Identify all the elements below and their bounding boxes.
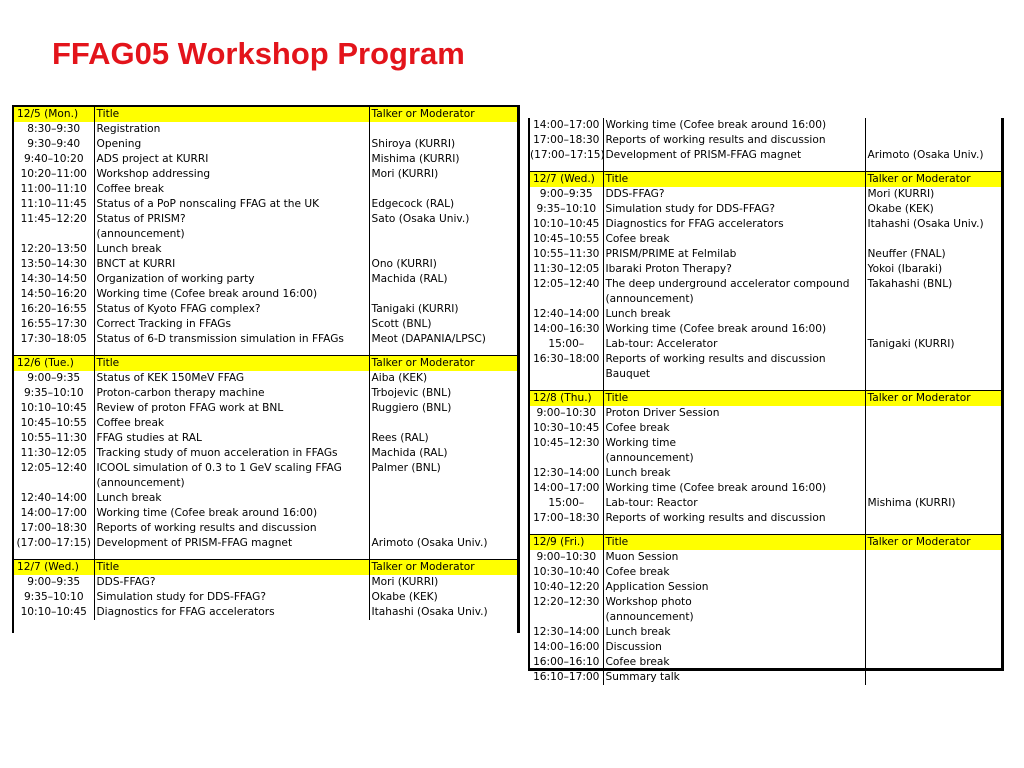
time-cell: 16:55–17:30	[20, 318, 87, 330]
time-cell: 10:20–11:00	[20, 168, 87, 180]
time-cell: 9:35–10:10	[536, 203, 597, 215]
spacer-cell	[94, 551, 369, 560]
time-cell: 10:30–10:40	[533, 566, 600, 578]
title-cell: Coffee break	[94, 182, 369, 197]
time-cell: 11:30–12:05	[533, 263, 600, 275]
header-title-cell: Title	[603, 172, 865, 188]
title-cell: Working time (Cofee break around 16:00)	[94, 506, 369, 521]
schedule-row	[530, 148, 1001, 163]
time-cell: 10:45–10:55	[533, 233, 600, 245]
title-cell: Status of PRISM?	[94, 212, 369, 227]
title-cell: Working time (Cofee break around 16:00)	[603, 118, 865, 133]
title-cell: Reports of working results and discussion	[603, 133, 865, 148]
talker-cell: Machida (RAL)	[369, 446, 517, 461]
talker-cell	[865, 466, 1001, 481]
spacer-cell	[14, 347, 94, 356]
time-cell: 11:00–11:10	[20, 183, 87, 195]
time-cell: 14:00–17:00	[533, 119, 600, 131]
title-cell: Lab-tour: Accelerator	[603, 337, 865, 352]
spacer-cell	[603, 526, 865, 535]
title-cell: DDS-FFAG?	[94, 575, 369, 590]
schedule-row	[530, 367, 1001, 382]
title-cell: Lunch break	[603, 625, 865, 640]
header-time-cell: 12/7 (Wed.)	[14, 560, 94, 576]
time-cell: 11:45–12:20	[20, 213, 87, 225]
time-cell: 11:10–11:45	[20, 198, 87, 210]
talker-cell: Edgecock (RAL)	[369, 197, 517, 212]
title-cell: Application Session	[603, 580, 865, 595]
time-cell: 12:05–12:40	[533, 278, 600, 290]
title-cell: Cofee break	[603, 655, 865, 670]
title-cell: Cofee break	[603, 421, 865, 436]
header-title-cell: Title	[603, 535, 865, 551]
title-cell: Diagnostics for FFAG accelerators	[94, 605, 369, 620]
time-cell: 12:40–14:00	[20, 492, 87, 504]
header-title-cell: Title	[94, 107, 369, 122]
schedule-row	[14, 461, 517, 476]
talker-cell	[865, 550, 1001, 565]
header-title-cell: Title	[603, 391, 865, 407]
talker-cell	[865, 511, 1001, 526]
schedule-row	[14, 197, 517, 212]
time-cell: 10:10–10:45	[533, 218, 600, 230]
day-header-row	[530, 391, 1001, 407]
schedule-row	[14, 371, 517, 386]
talker-cell	[865, 232, 1001, 247]
time-cell: 14:00–16:30	[533, 323, 600, 335]
time-cell: 13:50–14:30	[20, 258, 87, 270]
schedule-row	[14, 401, 517, 416]
talker-cell	[369, 416, 517, 431]
schedule-row	[14, 287, 517, 302]
time-cell: 9:00–9:35	[27, 372, 81, 384]
talker-cell: Ono (KURRI)	[369, 257, 517, 272]
schedule-row	[14, 491, 517, 506]
schedule-row	[14, 317, 517, 332]
header-talker-cell: Talker or Moderator	[369, 356, 517, 372]
day-header-row	[14, 560, 517, 576]
schedule-row	[530, 496, 1001, 511]
schedule-row	[14, 167, 517, 182]
title-cell: Proton-carbon therapy machine	[94, 386, 369, 401]
day-header-row	[530, 172, 1001, 188]
talker-cell	[369, 476, 517, 491]
talker-cell	[369, 227, 517, 242]
title-cell: Working time	[603, 436, 865, 451]
time-cell: (17:00–17:15)	[530, 149, 605, 161]
spacer-cell	[369, 551, 517, 560]
schedule-row	[14, 257, 517, 272]
schedule-spacer	[530, 526, 1001, 535]
time-cell: 9:30–9:40	[27, 138, 81, 150]
time-cell: 9:00–9:35	[539, 188, 593, 200]
schedule-row	[530, 277, 1001, 292]
title-cell: Lab-tour: Reactor	[603, 496, 865, 511]
talker-cell: Rees (RAL)	[369, 431, 517, 446]
title-cell: Lunch break	[603, 307, 865, 322]
schedule-row	[14, 137, 517, 152]
time-cell: 12:20–12:30	[533, 596, 600, 608]
talker-cell	[369, 491, 517, 506]
title-cell: Working time (Cofee break around 16:00)	[94, 287, 369, 302]
schedule-row	[530, 202, 1001, 217]
schedule-row	[530, 352, 1001, 367]
title-cell: ADS project at KURRI	[94, 152, 369, 167]
schedule-row	[14, 332, 517, 347]
title-cell: Registration	[94, 122, 369, 137]
talker-cell: Neuffer (FNAL)	[865, 247, 1001, 262]
time-cell: 12:30–14:00	[533, 467, 600, 479]
title-cell: Discussion	[603, 640, 865, 655]
schedule-row	[530, 262, 1001, 277]
time-cell: 9:35–10:10	[23, 387, 84, 399]
title-cell: Bauquet	[603, 367, 865, 382]
time-cell: 10:30–10:45	[533, 422, 600, 434]
title-cell: Status of a PoP nonscaling FFAG at the UK	[94, 197, 369, 212]
spacer-cell	[603, 163, 865, 172]
time-cell: 14:00–17:00	[533, 482, 600, 494]
talker-cell: Mori (KURRI)	[369, 167, 517, 182]
schedule-row	[14, 272, 517, 287]
talker-cell	[369, 287, 517, 302]
schedule-row	[14, 575, 517, 590]
talker-cell	[369, 182, 517, 197]
talker-cell: Machida (RAL)	[369, 272, 517, 287]
header-talker-cell: Talker or Moderator	[865, 535, 1001, 551]
talker-cell	[865, 421, 1001, 436]
talker-cell	[865, 307, 1001, 322]
title-cell: Opening	[94, 137, 369, 152]
talker-cell: Itahashi (Osaka Univ.)	[865, 217, 1001, 232]
title-cell: The deep underground accelerator compound	[603, 277, 865, 292]
time-cell	[530, 292, 603, 307]
title-cell: Lunch break	[94, 491, 369, 506]
schedule-row	[14, 605, 517, 620]
schedule-row	[14, 536, 517, 551]
talker-cell	[865, 292, 1001, 307]
spacer-cell	[865, 526, 1001, 535]
schedule-row	[14, 446, 517, 461]
talker-cell	[865, 118, 1001, 133]
title-cell: Cofee break	[603, 565, 865, 580]
schedule-row	[14, 431, 517, 446]
title-cell: Muon Session	[603, 550, 865, 565]
schedule-row	[14, 182, 517, 197]
time-cell: 8:30–9:30	[27, 123, 81, 135]
time-cell: 12:30–14:00	[533, 626, 600, 638]
schedule-row	[530, 511, 1001, 526]
schedule-row	[530, 247, 1001, 262]
talker-cell	[865, 595, 1001, 610]
talker-cell: Shiroya (KURRI)	[369, 137, 517, 152]
talker-cell	[865, 367, 1001, 382]
header-time-cell: 12/9 (Fri.)	[530, 535, 603, 551]
title-cell: Simulation study for DDS-FFAG?	[603, 202, 865, 217]
title-cell: PRISM/PRIME at Felmilab	[603, 247, 865, 262]
time-cell: 10:45–12:30	[533, 437, 600, 449]
spacer-cell	[14, 551, 94, 560]
time-cell: 9:00–10:30	[536, 551, 597, 563]
schedule-row	[14, 227, 517, 242]
time-cell: 15:00–	[548, 497, 585, 509]
title-cell: (announcement)	[94, 227, 369, 242]
time-cell	[530, 451, 603, 466]
title-cell: Reports of working results and discussion	[603, 352, 865, 367]
spacer-cell	[530, 163, 603, 172]
talker-cell: Tanigaki (KURRI)	[369, 302, 517, 317]
time-cell: 14:00–16:00	[533, 641, 600, 653]
talker-cell: Palmer (BNL)	[369, 461, 517, 476]
time-cell: 9:40–10:20	[23, 153, 84, 165]
time-cell: 17:00–18:30	[533, 134, 600, 146]
schedule-row	[14, 386, 517, 401]
title-cell: Diagnostics for FFAG accelerators	[603, 217, 865, 232]
title-cell: Working time (Cofee break around 16:00)	[603, 481, 865, 496]
spacer-cell	[603, 382, 865, 391]
talker-cell: Ruggiero (BNL)	[369, 401, 517, 416]
schedule-row	[530, 292, 1001, 307]
time-cell: 16:30–18:00	[533, 353, 600, 365]
schedule-table-right	[528, 118, 1004, 683]
header-talker-cell: Talker or Moderator	[369, 107, 517, 122]
title-cell: (announcement)	[603, 610, 865, 625]
day-header-row	[14, 107, 517, 122]
talker-cell	[369, 242, 517, 257]
time-cell: 9:00–9:35	[27, 576, 81, 588]
talker-cell: Trbojevic (BNL)	[369, 386, 517, 401]
title-cell: Status of KEK 150MeV FFAG	[94, 371, 369, 386]
header-time-cell: 12/6 (Tue.)	[14, 356, 94, 372]
talker-cell	[865, 436, 1001, 451]
header-time-cell: 12/7 (Wed.)	[530, 172, 603, 188]
talker-cell: Okabe (KEK)	[865, 202, 1001, 217]
time-cell: 11:30–12:05	[20, 447, 87, 459]
schedule-row	[14, 212, 517, 227]
schedule-row	[14, 242, 517, 257]
time-cell: 17:00–18:30	[533, 512, 600, 524]
talker-cell	[865, 670, 1001, 685]
talker-cell	[865, 133, 1001, 148]
talker-cell	[865, 352, 1001, 367]
schedule-spacer	[530, 163, 1001, 172]
spacer-cell	[530, 382, 603, 391]
time-cell: 10:10–10:45	[20, 402, 87, 414]
schedule-row	[14, 416, 517, 431]
schedule-spacer	[530, 382, 1001, 391]
schedule-row	[530, 640, 1001, 655]
schedule-row	[530, 565, 1001, 580]
schedule-row	[530, 307, 1001, 322]
talker-cell: Mishima (KURRI)	[369, 152, 517, 167]
schedule-row	[530, 595, 1001, 610]
time-cell: 10:40–12:20	[533, 581, 600, 593]
time-cell: 16:20–16:55	[20, 303, 87, 315]
talker-cell: Mori (KURRI)	[865, 187, 1001, 202]
schedule-row	[530, 118, 1001, 133]
schedule-row	[530, 406, 1001, 421]
schedule-row	[530, 421, 1001, 436]
title-cell: Development of PRISM-FFAG magnet	[603, 148, 865, 163]
title-cell: ICOOL simulation of 0.3 to 1 GeV scaling FFAG	[94, 461, 369, 476]
schedule-row	[530, 550, 1001, 565]
day-header-row	[530, 535, 1001, 551]
time-cell: 16:10–17:00	[533, 671, 600, 683]
title-cell: FFAG studies at RAL	[94, 431, 369, 446]
talker-cell: Tanigaki (KURRI)	[865, 337, 1001, 352]
spacer-cell	[865, 163, 1001, 172]
title-cell: Organization of working party	[94, 272, 369, 287]
time-cell: 10:55–11:30	[20, 432, 87, 444]
schedule-row	[14, 590, 517, 605]
schedule-row	[530, 466, 1001, 481]
time-cell	[530, 367, 603, 382]
talker-cell	[865, 481, 1001, 496]
schedule-row	[530, 322, 1001, 337]
spacer-cell	[530, 526, 603, 535]
title-cell: Simulation study for DDS-FFAG?	[94, 590, 369, 605]
time-cell: 17:30–18:05	[20, 333, 87, 345]
talker-cell	[865, 625, 1001, 640]
time-cell: 10:10–10:45	[20, 606, 87, 618]
title-cell: Lunch break	[94, 242, 369, 257]
schedule-row	[14, 122, 517, 137]
schedule-row	[14, 476, 517, 491]
title-cell: DDS-FFAG?	[603, 187, 865, 202]
header-title-cell: Title	[94, 560, 369, 576]
talker-cell	[865, 322, 1001, 337]
schedule-row	[530, 133, 1001, 148]
talker-cell: Mishima (KURRI)	[865, 496, 1001, 511]
talker-cell	[369, 521, 517, 536]
talker-cell	[865, 565, 1001, 580]
time-cell: 10:45–10:55	[20, 417, 87, 429]
title-cell: Workshop photo	[603, 595, 865, 610]
schedule-spacer	[14, 347, 517, 356]
title-cell: Reports of working results and discussion	[94, 521, 369, 536]
day-header-row	[14, 356, 517, 372]
title-cell: Tracking study of muon acceleration in FFAGs	[94, 446, 369, 461]
title-cell: Development of PRISM-FFAG magnet	[94, 536, 369, 551]
talker-cell: Arimoto (Osaka Univ.)	[369, 536, 517, 551]
talker-cell	[369, 506, 517, 521]
title-cell: Cofee break	[603, 232, 865, 247]
header-talker-cell: Talker or Moderator	[865, 172, 1001, 188]
header-talker-cell: Talker or Moderator	[865, 391, 1001, 407]
schedule-row	[14, 521, 517, 536]
time-cell: 12:40–14:00	[533, 308, 600, 320]
talker-cell: Itahashi (Osaka Univ.)	[369, 605, 517, 620]
schedule-row	[14, 302, 517, 317]
schedule-row	[530, 610, 1001, 625]
talker-cell: Mori (KURRI)	[369, 575, 517, 590]
time-cell: 12:20–13:50	[20, 243, 87, 255]
time-cell: 9:35–10:10	[23, 591, 84, 603]
schedule-row	[530, 481, 1001, 496]
talker-cell: Takahashi (BNL)	[865, 277, 1001, 292]
title-cell: BNCT at KURRI	[94, 257, 369, 272]
header-time-cell: 12/8 (Thu.)	[530, 391, 603, 407]
title-cell: Status of Kyoto FFAG complex?	[94, 302, 369, 317]
title-cell: Proton Driver Session	[603, 406, 865, 421]
time-cell: (17:00–17:15)	[16, 537, 92, 549]
title-cell: (announcement)	[603, 451, 865, 466]
title-cell: (announcement)	[603, 292, 865, 307]
spacer-cell	[865, 382, 1001, 391]
talker-cell: Sato (Osaka Univ.)	[369, 212, 517, 227]
schedule-row	[530, 232, 1001, 247]
title-cell: Workshop addressing	[94, 167, 369, 182]
time-cell	[530, 610, 603, 625]
schedule-table-left	[12, 105, 520, 633]
title-cell: Status of 6-D transmission simulation in FFAGs	[94, 332, 369, 347]
schedule-row	[530, 451, 1001, 466]
title-cell: Lunch break	[603, 466, 865, 481]
header-talker-cell: Talker or Moderator	[369, 560, 517, 576]
schedule-row	[14, 506, 517, 521]
title-cell: Coffee break	[94, 416, 369, 431]
schedule-row	[530, 436, 1001, 451]
title-cell: Summary talk	[603, 670, 865, 685]
time-cell: 14:30–14:50	[20, 273, 87, 285]
time-cell: 9:00–10:30	[536, 407, 597, 419]
schedule-row	[530, 625, 1001, 640]
time-cell: 15:00–	[548, 338, 585, 350]
talker-cell	[369, 122, 517, 137]
title-cell: Correct Tracking in FFAGs	[94, 317, 369, 332]
schedule-row	[530, 580, 1001, 595]
time-cell: 12:05–12:40	[20, 462, 87, 474]
talker-cell: Yokoi (Ibaraki)	[865, 262, 1001, 277]
talker-cell: Scott (BNL)	[369, 317, 517, 332]
talker-cell: Meot (DAPANIA/LPSC)	[369, 332, 517, 347]
talker-cell	[865, 655, 1001, 670]
time-cell	[14, 476, 94, 491]
time-cell: 14:50–16:20	[20, 288, 87, 300]
schedule-row	[530, 655, 1001, 670]
talker-cell	[865, 406, 1001, 421]
page-title: FFAG05 Workshop Program	[52, 36, 465, 71]
schedule-row	[530, 217, 1001, 232]
time-cell	[14, 227, 94, 242]
title-cell: Working time (Cofee break around 16:00)	[603, 322, 865, 337]
title-cell: Review of proton FFAG work at BNL	[94, 401, 369, 416]
talker-cell	[865, 451, 1001, 466]
time-cell: 17:00–18:30	[20, 522, 87, 534]
spacer-cell	[94, 347, 369, 356]
header-time-cell: 12/5 (Mon.)	[14, 107, 94, 122]
title-cell: Ibaraki Proton Therapy?	[603, 262, 865, 277]
talker-cell	[865, 640, 1001, 655]
title-cell: (announcement)	[94, 476, 369, 491]
schedule-row	[530, 670, 1001, 685]
talker-cell: Arimoto (Osaka Univ.)	[865, 148, 1001, 163]
title-cell: Reports of working results and discussion	[603, 511, 865, 526]
schedule-row	[530, 337, 1001, 352]
talker-cell: Aiba (KEK)	[369, 371, 517, 386]
schedule-row	[530, 187, 1001, 202]
schedule-spacer	[14, 551, 517, 560]
time-cell: 16:00–16:10	[533, 656, 600, 668]
talker-cell	[865, 580, 1001, 595]
time-cell: 14:00–17:00	[20, 507, 87, 519]
talker-cell	[865, 610, 1001, 625]
time-cell: 10:55–11:30	[533, 248, 600, 260]
header-title-cell: Title	[94, 356, 369, 372]
talker-cell: Okabe (KEK)	[369, 590, 517, 605]
schedule-row	[14, 152, 517, 167]
spacer-cell	[369, 347, 517, 356]
